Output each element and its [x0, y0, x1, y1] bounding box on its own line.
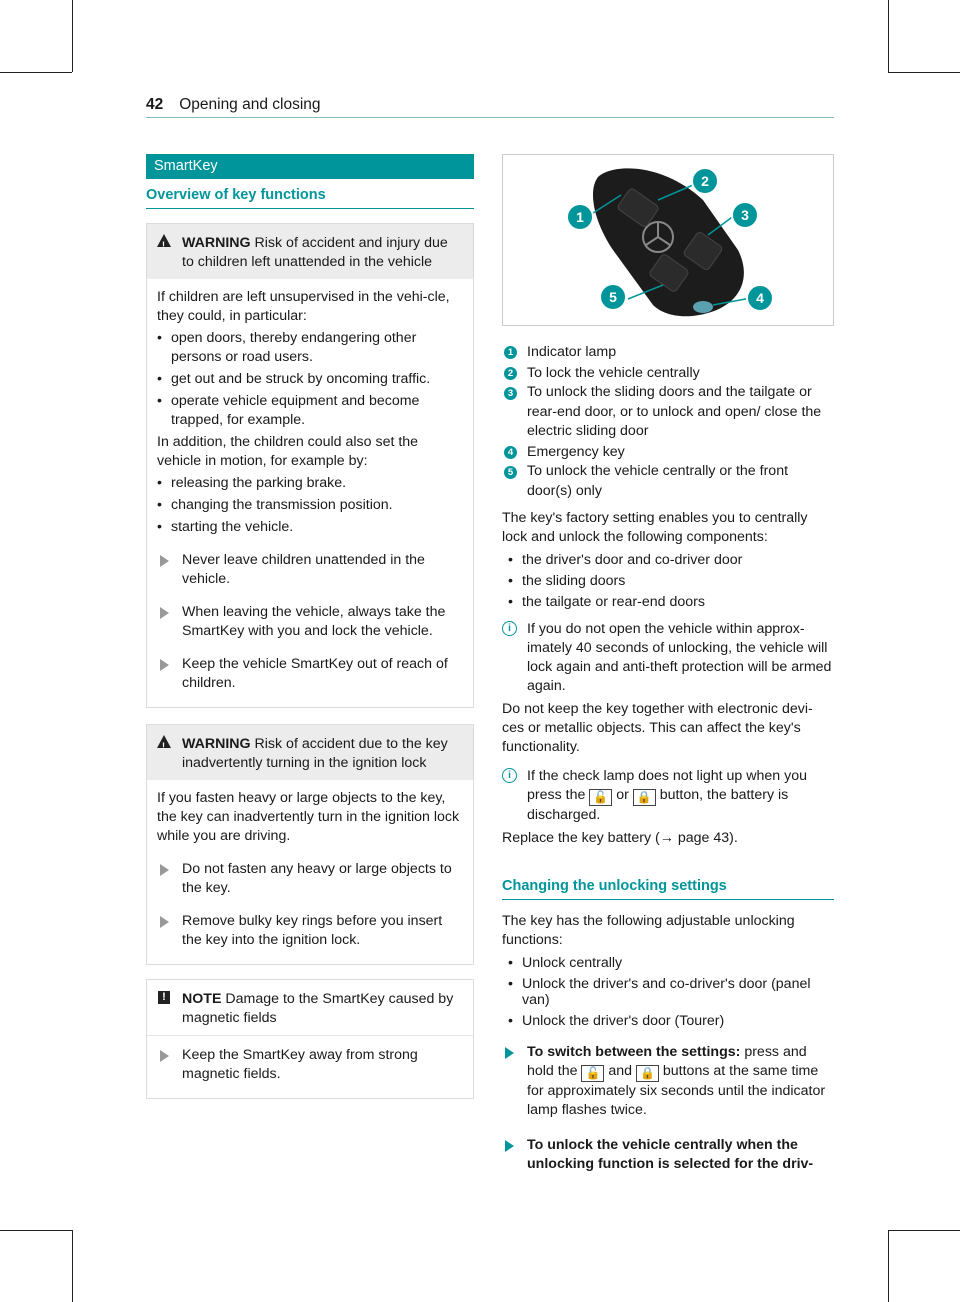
paragraph: The key has the following adjustable unlocking functions: — [502, 913, 795, 948]
crop-mark — [72, 0, 73, 72]
warning-box — [146, 223, 474, 708]
instruction-step — [157, 655, 463, 693]
legend-number: 5 — [504, 466, 517, 479]
legend-text: To lock the vehicle centrally — [527, 364, 700, 381]
arrow-icon — [505, 1140, 514, 1152]
list-item: • the driver's door and co-driver door — [508, 552, 834, 568]
info-icon: i — [502, 621, 517, 636]
crop-mark — [888, 1230, 889, 1302]
lock-button-icon: 🔒 — [636, 1065, 659, 1082]
warning-text: Risk of accident and injury due to children left unattended in the vehicle — [182, 235, 448, 270]
list-item: • Unlock the driver's door (Tourer) — [508, 1013, 834, 1029]
lock-button-icon: 🔒 — [633, 789, 656, 806]
arrow-icon — [160, 864, 169, 876]
warning-box — [146, 724, 474, 965]
step-text: buttons at the same time for approximately six seconds until the indicator lamp flashes twice. — [527, 1063, 826, 1118]
legend-number: 3 — [504, 387, 517, 400]
page-number: 42 — [146, 96, 164, 113]
step-title: To unlock the vehicle centrally when the unlocking function is selected for the driv- — [527, 1137, 814, 1172]
list-item: • operate vehicle equipment and become trapped, for example. — [157, 392, 463, 430]
instruction-step — [157, 1046, 463, 1084]
warning-intro-2: In addition, the children could also set the vehicle in motion, for example by: — [157, 434, 419, 469]
section-title: SmartKey — [146, 154, 474, 179]
legend-item — [502, 363, 834, 384]
procedure-band — [502, 1043, 834, 1174]
list-item: • the sliding doors — [508, 573, 834, 589]
arrow-icon — [160, 607, 169, 619]
legend-number: 2 — [504, 367, 517, 380]
arrow-icon — [160, 1050, 169, 1062]
arrow-icon — [160, 916, 169, 928]
step-text: Never leave children unattended in the vehicle. — [182, 552, 425, 587]
instruction-step — [157, 603, 463, 641]
left-column — [146, 154, 474, 1099]
subheading: Changing the unlocking settings — [502, 878, 834, 900]
arrow-icon — [160, 555, 169, 567]
legend-number: 4 — [504, 446, 517, 459]
list-item: • Unlock the driver's and co-driver's door (panel van) — [508, 976, 834, 1008]
list-item: • starting the vehicle. — [157, 518, 463, 537]
crop-mark — [888, 1230, 960, 1231]
legend-item — [502, 462, 834, 501]
legend-number: 1 — [504, 346, 517, 359]
arrow-icon — [505, 1047, 514, 1059]
list-item: • releasing the parking brake. — [157, 474, 463, 493]
note-icon: ! — [158, 991, 170, 1004]
page-header — [146, 96, 834, 114]
note-text: Damage to the SmartKey caused by magnetic fields — [182, 991, 454, 1026]
legend-item — [502, 442, 834, 463]
legend-text: Emergency key — [527, 443, 625, 460]
legend-item — [502, 383, 834, 442]
instruction-step — [502, 1136, 834, 1174]
chapter-title: Opening and closing — [179, 96, 321, 113]
step-text: and — [608, 1063, 633, 1079]
legend-text: Indicator lamp — [527, 344, 617, 360]
list-item: • get out and be struck by oncoming traffic. — [157, 370, 463, 389]
unlock-button-icon: 🔓 — [581, 1065, 604, 1082]
note-header — [147, 980, 473, 1035]
legend-item — [502, 342, 834, 363]
right-column — [502, 154, 834, 1178]
step-text: Keep the vehicle SmartKey out of reach of children. — [182, 656, 448, 691]
paragraph: The key's factory setting enables you to centrally lock and unlock the following components: — [502, 510, 808, 545]
step-title: To switch between the settings: — [527, 1044, 741, 1060]
step-text: press and hold the — [527, 1044, 807, 1079]
info-text: button, the battery is discharged. — [527, 787, 789, 823]
unlock-button-icon: 🔓 — [589, 789, 612, 806]
instruction-step — [502, 1043, 834, 1120]
note-label: NOTE — [182, 991, 222, 1007]
warning-intro: If children are left unsupervised in the vehi-cle, they could, in particular: — [157, 289, 450, 324]
list-item: • changing the transmission position. — [157, 496, 463, 515]
info-text: or — [616, 787, 629, 803]
warning-label: WARNING — [182, 736, 251, 752]
crop-mark — [888, 72, 960, 73]
list-item: • open doors, thereby endangering other persons or road users. — [157, 329, 463, 367]
callout-2: 2 — [701, 173, 709, 189]
crop-mark — [0, 72, 72, 73]
callout-5: 5 — [609, 289, 617, 305]
callout-4: 4 — [756, 290, 764, 306]
legend-text: To unlock the vehicle centrally or the front door(s) only — [527, 463, 789, 499]
info-note — [502, 767, 834, 825]
callout-1: 1 — [576, 209, 584, 225]
warning-body — [147, 780, 473, 964]
warning-text: Risk of accident due to the key inadvertently turning in the ignition lock — [182, 736, 448, 771]
note-body — [147, 1035, 473, 1098]
warning-body — [147, 279, 473, 707]
warning-header — [147, 725, 473, 780]
arrow-icon — [160, 659, 169, 671]
figure-legend — [502, 342, 834, 501]
note-box — [146, 979, 474, 1099]
instruction-step — [157, 860, 463, 898]
paragraph: Do not keep the key together with electronic devi-ces or metallic objects. This can affect the key's functionality. — [502, 701, 813, 755]
legend-text: To unlock the sliding doors and the tailgate or rear-end door, or to unlock and open/ close the electric sliding door — [527, 384, 822, 439]
callout-3: 3 — [741, 207, 749, 223]
info-text: If the check lamp does not light up when you press the — [527, 768, 807, 803]
info-icon: i — [502, 768, 517, 783]
list-item: • the tailgate or rear-end doors — [508, 594, 834, 610]
warning-label: WARNING — [182, 235, 251, 251]
instruction-step — [157, 912, 463, 950]
crop-mark — [72, 1230, 73, 1302]
info-text: If you do not open the vehicle within approx-imately 40 seconds of unlocking, the vehicle will lock again and anti-theft protection will be armed again. — [527, 621, 832, 694]
warning-icon — [157, 735, 171, 748]
crop-mark — [888, 0, 889, 72]
smartkey-figure — [502, 154, 834, 326]
step-text: Do not fasten any heavy or large objects to the key. — [182, 861, 452, 896]
warning-paragraph: If you fasten heavy or large objects to the key, the key can inadvertently turn in the ignition lock while you are driving. — [157, 790, 460, 844]
step-text: When leaving the vehicle, always take the SmartKey with you and lock the vehicle. — [182, 604, 446, 639]
step-text: Remove bulky key rings before you insert the key into the ignition lock. — [182, 913, 443, 948]
subheading: Overview of key functions — [146, 187, 474, 209]
instruction-step — [157, 551, 463, 589]
crop-mark — [0, 1230, 72, 1231]
list-item: • Unlock centrally — [508, 955, 834, 971]
warning-header — [147, 224, 473, 279]
warning-icon — [157, 234, 171, 247]
paragraph: Replace the key battery (→ page 43). — [502, 830, 738, 846]
info-note — [502, 620, 834, 696]
step-text: Keep the SmartKey away from strong magnetic fields. — [182, 1047, 418, 1082]
header-rule — [146, 117, 834, 118]
smartkey-illustration — [503, 155, 833, 325]
